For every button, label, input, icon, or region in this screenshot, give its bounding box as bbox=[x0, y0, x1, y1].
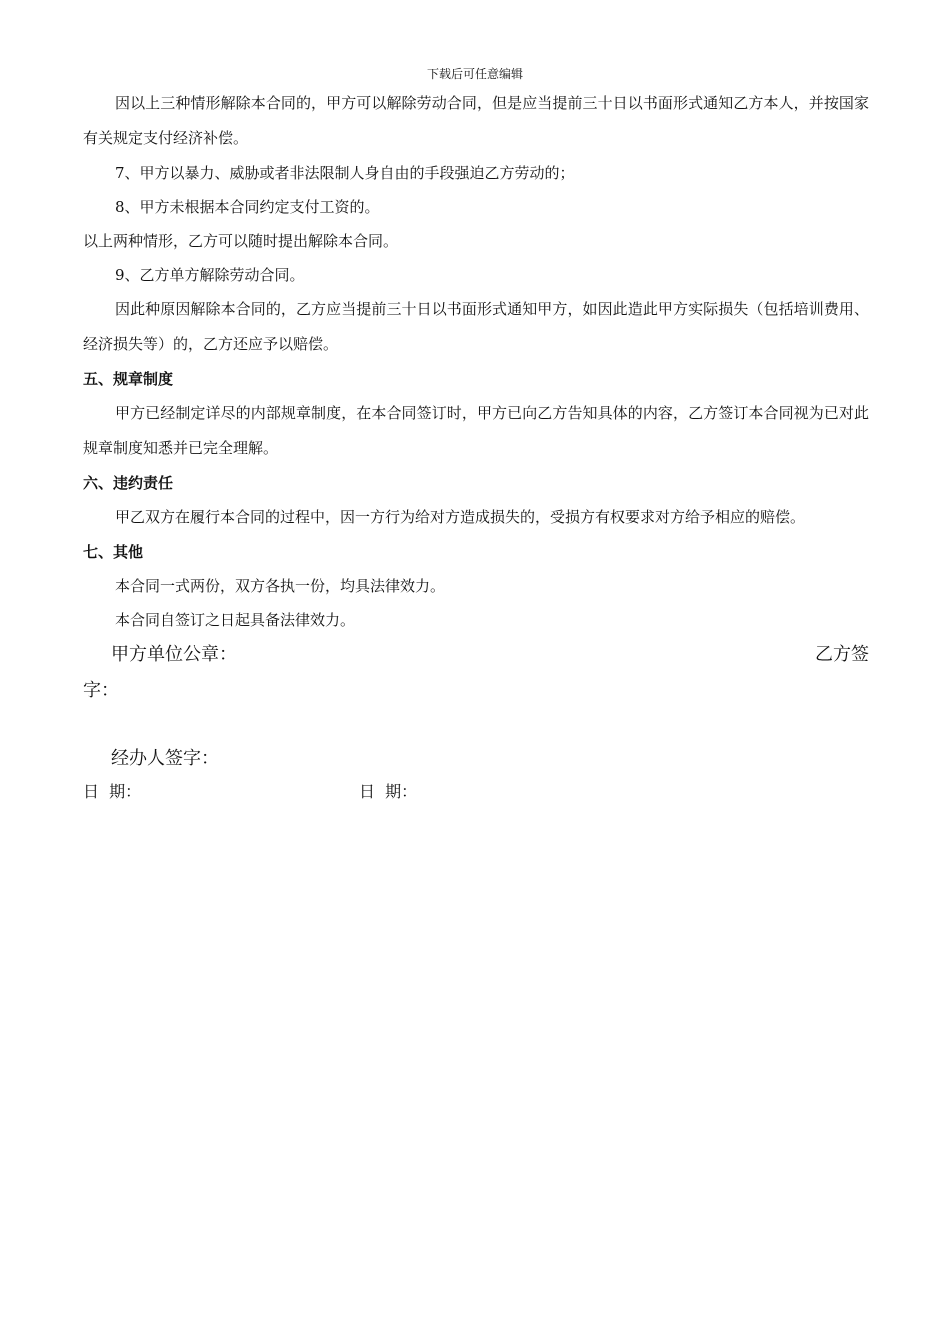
date-row bbox=[83, 777, 869, 807]
section-body-liability: 甲乙双方在履行本合同的过程中，因一方行为给对方造成损失的，受损方有权要求对方给予相应的赔偿。 bbox=[115, 508, 806, 526]
clause-9: 9、乙方单方解除劳动合同。 bbox=[115, 266, 305, 284]
section-body-rules: 甲方已经制定详尽的内部规章制度，在本合同签订时，甲方已向乙方告知具体的内容，乙方签订本合同视为已对此规章制度知悉并已完全理解。 bbox=[83, 404, 869, 457]
date-label-party-b: 日 期： bbox=[359, 782, 418, 801]
section-heading-other: 七、其他 bbox=[83, 543, 144, 561]
section-body-copies: 本合同一式两份，双方各执一份，均具法律效力。 bbox=[115, 577, 446, 595]
clause-8: 8、甲方未根据本合同约定支付工资的。 bbox=[115, 198, 380, 216]
party-a-seal-label: 甲方单位公章： bbox=[111, 644, 237, 665]
signature-spacer bbox=[83, 709, 869, 741]
party-b-sign-label: 乙方签 bbox=[815, 644, 869, 665]
party-b-sign-label-cont: 字： bbox=[83, 680, 119, 701]
section-heading-liability: 六、违约责任 bbox=[83, 474, 174, 492]
clause-7: 7、甲方以暴力、威胁或者非法限制人身自由的手段强迫乙方劳动的； bbox=[115, 164, 575, 182]
section-body-effective: 本合同自签订之日起具备法律效力。 bbox=[115, 611, 356, 629]
handler-sign-label: 经办人签字： bbox=[111, 748, 219, 769]
signature-row bbox=[83, 637, 869, 673]
paragraph-two-cases: 以上两种情形，乙方可以随时提出解除本合同。 bbox=[83, 232, 399, 250]
date-label-party-a: 日 期： bbox=[83, 782, 142, 801]
paragraph-termination-notice: 因以上三种情形解除本合同的，甲方可以解除劳动合同，但是应当提前三十日以书面形式通知乙方本人，并按国家有关规定支付经济补偿。 bbox=[83, 94, 869, 147]
contract-body bbox=[83, 86, 869, 807]
section-heading-rules: 五、规章制度 bbox=[83, 370, 174, 388]
header-note: 下载后可任意编辑 bbox=[426, 67, 523, 81]
paragraph-compensation: 因此种原因解除本合同的，乙方应当提前三十日以书面形式通知甲方，如因此造此甲方实际损失（包括培训费用、经济损失等）的，乙方还应予以赔偿。 bbox=[83, 300, 869, 353]
